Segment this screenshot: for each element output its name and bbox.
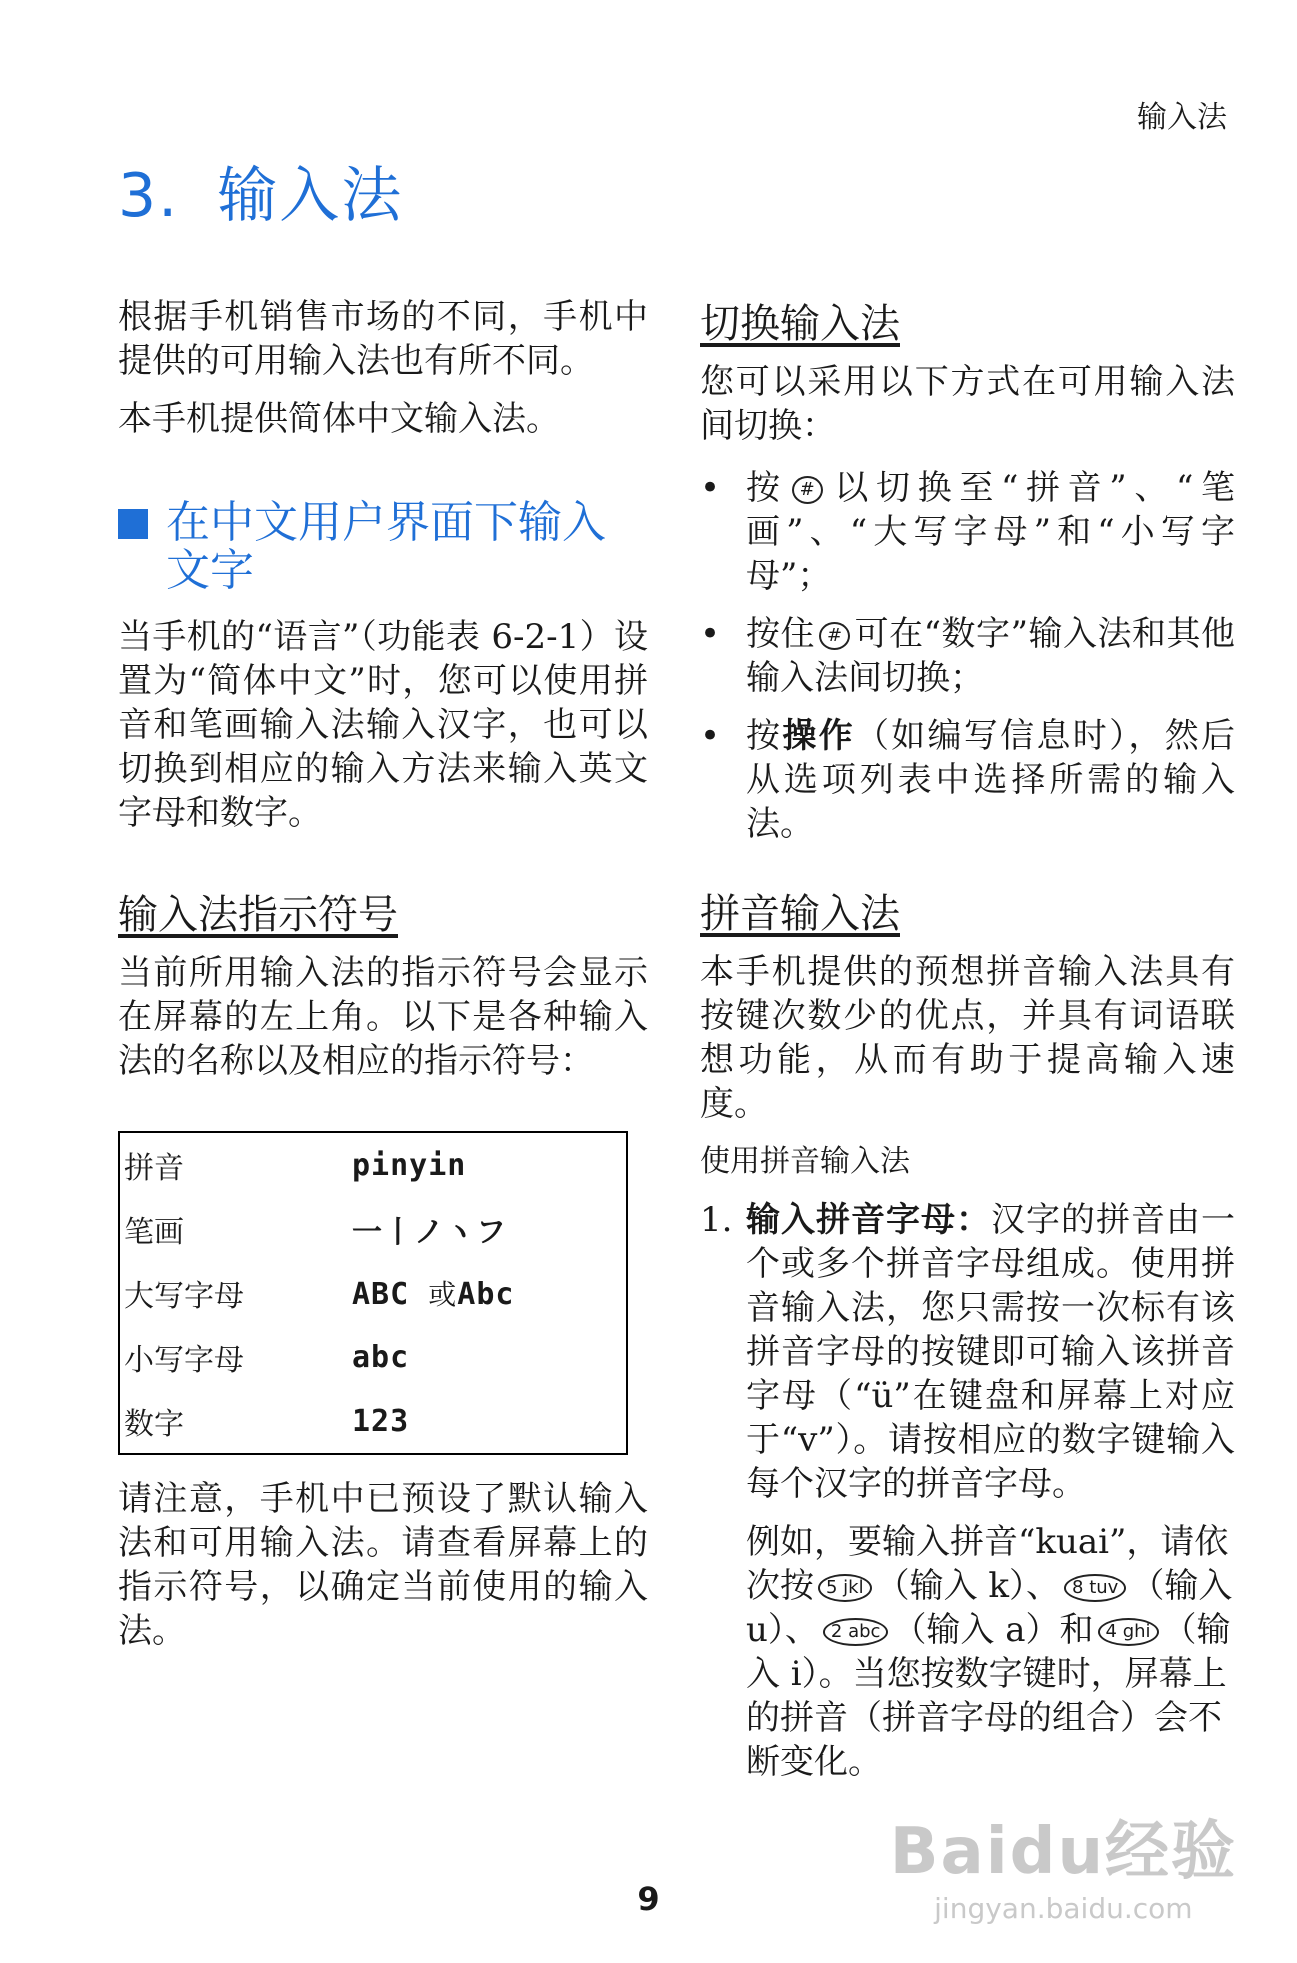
table-symbol: abc [352, 1339, 410, 1375]
watermark-url: jingyan.baidu.com [934, 1892, 1193, 1925]
right-column [700, 300, 1235, 1784]
bullet-text: 可在“数字”输入法和其他输入法间切换； [746, 614, 1236, 698]
section-heading [118, 499, 648, 595]
table-symbol: pinyin [352, 1147, 467, 1183]
step-text: 汉字的拼音由一个或多个拼音字母组成。使用拼音输入法，您只需按一次标有该拼音字母的按键即可输入该拼音字母（“ü”在键盘和屏幕上对应于“v”）。请按相应的数字键输入每个汉字的拼音字母。 [746, 1200, 1235, 1504]
bullet-icon: • [700, 614, 721, 654]
table-label: 笔画 [124, 1215, 184, 1250]
indicator-paragraph: 当前所用输入法的指示符号会显示在屏幕的左上角。以下是各种输入法的名称以及相应的指示符号： [118, 953, 648, 1081]
key-2-icon: 2 abc [823, 1618, 889, 1646]
step-title: 输入拼音字母： [746, 1200, 991, 1240]
table-symbol: 一丨ノヽフ [352, 1215, 507, 1250]
example-text: （输入 u）、 [746, 1566, 1233, 1650]
bullet-text: 按 [746, 468, 788, 508]
indicator-table [118, 1131, 628, 1455]
indicator-heading: 输入法指示符号 [118, 892, 398, 938]
hash-key-icon: # [819, 622, 850, 650]
bullet-text: 以切换至“拼音”、“笔画”、“大写字母”和“小写字母”； [746, 468, 1235, 596]
table-row [119, 1197, 627, 1261]
bullet-icon: • [700, 468, 721, 508]
table-row [119, 1389, 627, 1454]
pinyin-paragraph: 本手机提供的预想拼音输入法具有按键次数少的优点，并具有词语联想功能，从而有助于提高输入速度。 [700, 952, 1235, 1124]
table-label: 小写字母 [124, 1343, 244, 1378]
switch-paragraph: 您可以采用以下方式在可用输入法间切换： [700, 362, 1235, 446]
table-label: 拼音 [124, 1151, 184, 1186]
list-item [700, 612, 1235, 700]
list-item [700, 714, 1235, 846]
chapter-title-text: 输入法 [217, 161, 404, 231]
example-paragraph [700, 1520, 1235, 1784]
section-paragraph: 当手机的“语言”（功能表 6-2-1）设置为“简体中文”时，您可以使用拼音和笔画输入法输入汉字，也可以切换到相应的输入方法来输入英文字母和数字。 [118, 617, 648, 833]
hash-key-icon: # [792, 476, 823, 504]
watermark-brand: Baidu经验 [889, 1815, 1237, 1889]
square-bullet-icon [118, 509, 148, 539]
step-number: 1. [700, 1200, 733, 1240]
intro-paragraph-1: 根据手机销售市场的不同，手机中提供的可用输入法也有所不同。 [118, 297, 648, 381]
table-row [119, 1325, 627, 1389]
use-pinyin-heading: 使用拼音输入法 [700, 1144, 910, 1179]
intro-paragraph-2: 本手机提供简体中文输入法。 [118, 399, 560, 439]
example-text: 例如，要输入拼音“kuai”，请依次按 [746, 1522, 1229, 1606]
or-text: 或 [428, 1278, 458, 1311]
key-5-icon: 5 jkl [818, 1574, 872, 1602]
bullet-text: （如编写信息时），然后从选项列表中选择所需的输入法。 [746, 716, 1236, 844]
pinyin-heading: 拼音输入法 [700, 891, 900, 937]
table-row [119, 1132, 627, 1197]
uppercase-symbol: ABC [352, 1277, 410, 1312]
switch-list [700, 466, 1235, 846]
left-column [118, 295, 648, 1653]
chapter-title [118, 148, 403, 234]
note-paragraph: 请注意，手机中已预设了默认输入法和可用输入法。请查看屏幕上的指示符号，以确定当前使用的输入法。 [118, 1479, 648, 1651]
step-list [700, 1198, 1235, 1506]
list-item [700, 1198, 1235, 1506]
running-header: 输入法 [1137, 100, 1227, 135]
table-row [119, 1261, 627, 1325]
bullet-text: 按住 [746, 614, 816, 654]
list-item [700, 466, 1235, 598]
table-symbol [348, 1261, 627, 1325]
key-4-icon: 4 ghi [1098, 1618, 1159, 1646]
page-number: 9 [637, 1880, 660, 1918]
table-symbol: 123 [352, 1403, 410, 1439]
bullet-text: 按 [746, 716, 783, 756]
table-label: 数字 [124, 1407, 184, 1442]
options-key-label: 操作 [782, 716, 855, 756]
key-8-icon: 8 tuv [1064, 1574, 1126, 1602]
titlecase-symbol: Abc [457, 1277, 515, 1312]
table-label: 大写字母 [124, 1279, 244, 1314]
bullet-icon: • [700, 716, 721, 756]
example-text: （输入 k）、 [875, 1566, 1061, 1606]
section-heading-text: 在中文用户界面下输入文字 [166, 497, 606, 596]
example-text: （输入 a）和 [892, 1610, 1094, 1650]
example-text: （输入 i）。当您按数字键时，屏幕上的拼音（拼音字母的组合）会不断变化。 [746, 1610, 1231, 1782]
chapter-number: 3. [118, 161, 180, 231]
switch-heading: 切换输入法 [700, 301, 900, 347]
baidu-watermark [890, 1800, 1237, 1925]
